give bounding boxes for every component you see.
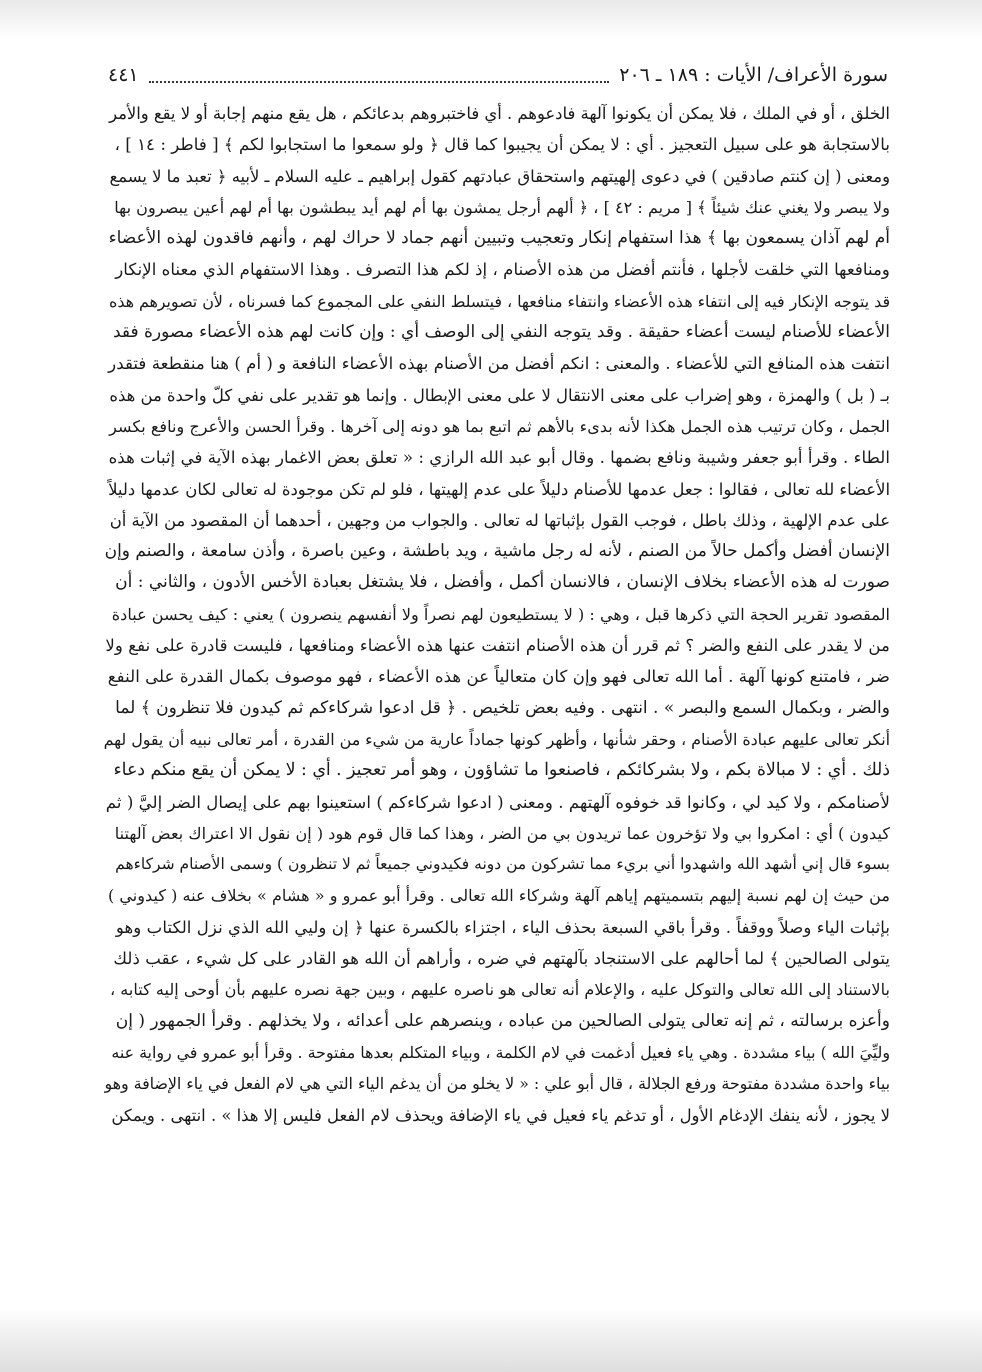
text-line: ومنافعها التي خلقت لأجلها ، فأنتم أفضل من هذه الأصنام ، إذ لكم هذا التصرف . وهذا الاستفهام الذي معناه الإنكار (115, 259, 890, 280)
text-line: انتفت هذه المنافع التي للأعضاء . والمعنى : انكم أفضل من الأصنام بهذه الأعضاء النافعة و ( أم ) هنا منقطعة فتقدر (108, 353, 890, 374)
text-line: الإنسان أفضل وأكمل حالاً من الصنم ، لأنه له رجل ماشية ، ويد باطشة ، وعين باصرة ، وأذن سامعة ، والصنم وإن (104, 541, 890, 562)
text-line: الأعضاء لله تعالى ، فقالوا : جعل عدمها للأصنام دليلاً على عدم إلهيتها ، فلو لم تكن موجودة له تعالى لكان عدمها دليلاً (108, 479, 890, 499)
text-line: من لا يقدر على النفع والضر ؟ ثم قرر أن هذه الأصنام انتفت عنها هذه الأعضاء ومنافعها ، فليست قادرة على نفع ولا (105, 635, 890, 656)
text-line: من حيث إن لهم نسبة إليهم بتسميتهم إياهم آلهة وشركاء الله تعالى . وقرأ أبو عمرو و « هشام » بخلاف عنه ( كيدوني ) (107, 886, 890, 906)
text-line: ومعنى ( إن كنتم صادقين ) في دعوى إلهيتهم واستحقاق عبادتهم كقول إبراهيم ـ عليه السلام ـ لأبيه ﴿ تعبد ما لا يسمع (109, 166, 890, 186)
text-line: على عدم الإلهية ، وذلك باطل ، فوجب القول بإثباتها له تعالى . والجواب من وجهين ، أحدهما أن المقصود من الآية أن (109, 510, 890, 530)
text-line: بياء واحدة مشددة مفتوحة ورفع الجلالة ، قال أبو علي : « لا يخلو من أن يدغم الياء التي هي لام الفعل في ياء الإضافة وهو (104, 1074, 890, 1094)
text-line: وليِّيَ الله ) بياء مشددة . وهي ياء فعيل أدغمت في لام الكلمة ، وبياء المتكلم بعدها مفتوحة . وقرأ أبو عمرو في رواية عنه (111, 1042, 890, 1062)
text-line: بإثبات الياء وصلاً ووقفاً . وقرأ باقي السبعة بحذف الياء ، اجتزاء بالكسرة عنها ﴿ إن وليي الله الذي نزل الكتاب وهو (115, 916, 890, 937)
text-line: كيدون ) أي : امكروا بي ولا تؤخرون عما تريدون بي من الضر ، وهذا كما قال قوم هود ( إن نقول الا اعتراك بعض آلهتنا (114, 823, 890, 843)
text-line: قد يتوجه الإنكار فيه إلى انتفاء هذه الأعضاء وانتفاء منافعها ، فيتسلط النفي على المجموع كما فسرناه ، لأن تصويرهم هذه (109, 291, 890, 311)
text-line: والضر ، وبكمال السمع والبصر » . انتهى . وفيه بعض تلخيص . ﴿ قل ادعوا شركاءكم ثم كيدون فلا تنظرون ﴾ لما (115, 697, 890, 718)
dotted-leader (149, 67, 610, 83)
page-number: ٤٤١ (108, 64, 139, 86)
text-line: المقصود تقرير الحجة التي ذكرها قبل ، وهي : ( لا يستطيعون لهم نصراً ولا أنفسهم ينصرون ) يعني : كيف يحسن عبادة (111, 604, 890, 624)
text-line: ضر ، فامتنع كونها آلهة . أما الله تعالى فهو وإن كان متعالياً عن هذه الأعضاء ، فهو موصوف بكمال القدرة على النفع (107, 666, 890, 687)
body-text (104, 98, 890, 1131)
text-line: يتولى الصالحين ﴾ لما أحالهم على الاستنجاد بآلهتهم في ضره ، وأراهم أن الله هو القادر على كل شيء ، عقب ذلك (113, 948, 890, 969)
text-line: لا يجوز ، لأنه ينفك الإدغام الأول ، أو تدغم ياء فعيل في ياء الإضافة ويحذف لام الفعل فليس إلا هذا » . انتهى . ويمكن (111, 1105, 890, 1125)
text-line: بالاستجابة هو على سبيل التعجيز . أي : لا يمكن أن يجيبوا كما قال ﴿ ولو سمعوا ما استجابوا لكم ﴾ [ فاطر : ١٤ ] ، (114, 134, 890, 155)
text-line: أنكر تعالى عليهم عبادة الأصنام ، وحقر شأنها ، وأظهر كونها جماداً عارية من شيء من القدرة ، أمر تعالى نبيه أن يقول لهم (104, 729, 890, 749)
text-line: بـ ( بل ) والهمزة ، وهو إضراب على معنى الانتقال لا على معنى الإبطال . وإنما هو تقدير على نفي كلّ واحدة من هذه (109, 385, 890, 405)
running-title: سورة الأعراف/ الأيات : ١٨٩ ـ ٢٠٦ (619, 64, 888, 86)
text-line: وأعزه برسالته ، ثم إنه تعالى يتولى الصالحين من عباده ، وينصرهم على أعدائه ، ولا يخذلهم . وقرأ الجمهور ( إن (115, 1010, 890, 1031)
page-header (108, 58, 888, 92)
text-line: بالاستناد إلى الله تعالى والتوكل عليه ، والإعلام أنه تعالى هو ناصره عليهم ، وبين جهة نصره عليهم بأن أوحى إليه كتابه ، (109, 980, 890, 1000)
text-line: بسوء قال إني أشهد الله واشهدوا أني بريء مما تشركون من دونه فكيدوني جميعاً ثم لا تنظرون ) وسمى الأصنام شركاءهم (115, 855, 890, 874)
text-line: ولا يبصر ولا يغني عنك شيئاً ﴾ [ مريم : ٤٢ ] ، ﴿ ألهم أرجل يمشون بها أم لهم أيد يبطشون بها أم لهم أعين يبصرون بها (114, 197, 890, 217)
text-line: صورت له هذه الأعضاء بخلاف الإنسان ، فالانسان أكمل ، وأفضل ، فلا يشتغل بعبادة الأخس الأدون ، والثاني : أن (115, 572, 890, 593)
scan-shadow-bottom (0, 1308, 982, 1372)
text-line: الأعضاء للأصنام ليست أعضاء حقيقة . وقد يتوجه النفي إلى الوصف أي : وإن كانت لهم هذه الأعضاء مصورة فقد (112, 322, 890, 343)
text-line: أم لهم آذان يسمعون بها ﴾ هذا استفهام إنكار وتعجيب وتبيين أنهم جماد لا حراك لهم ، وأنهم فاقدون لهذه الأعضاء (108, 228, 890, 249)
text-line: لأصنامكم ، ولا كيد لي ، وكانوا قد خوفوه آلهتهم . ومعنى ( ادعوا شركاءكم ) استعينوا بهم على إيصال الضر إليَّ ( ثم (105, 791, 890, 812)
text-line: الطاء . وقرأ أبو جعفر وشيبة ونافع بضمها . وقال أبو عبد الله الرازي : « تعلق بعض الاغمار بهذه الآية في إثبات هذه (108, 447, 890, 468)
text-line: ذلك . أي : لا مبالاة بكم ، ولا بشركائكم ، فاصنعوا ما تشاؤون ، وهو أمر تعجيز . أي : لا يمكن أن يقع منكم دعاء (113, 760, 890, 781)
scan-shadow-top (0, 0, 982, 40)
text-line: الجمل ، وكان ترتيب هذه الجمل هكذا لأنه بدىء بالأهم ثم اتبع بما هو دونه إلى آخرها . وقرأ الحسن والأعرج ونافع بكسر (109, 416, 890, 436)
text-line: الخلق ، أو في الملك ، فلا يمكن أن يكونوا آلهة فادعوهم . أي فاختبروهم بدعائكم ، هل يقع منهم إجابة أو لا يقع والأمر (109, 104, 890, 123)
